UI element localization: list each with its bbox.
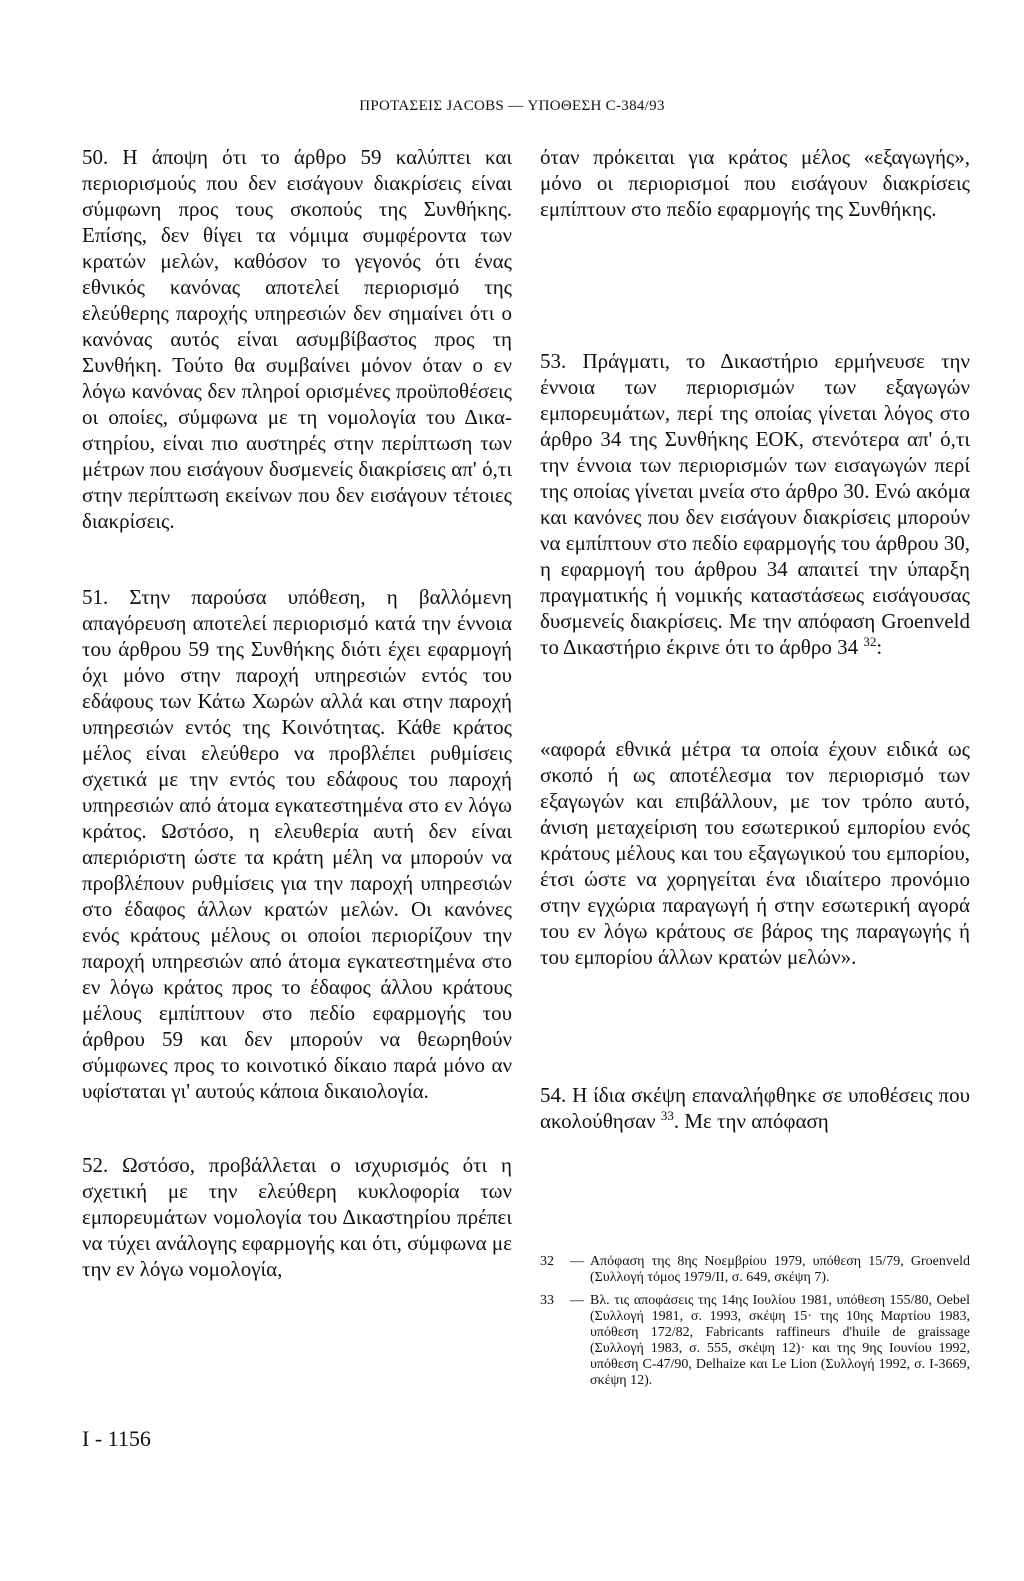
footnote-dash: — [570, 1254, 584, 1269]
paragraph-52: 52. Ωστόσο, προβάλλεται ο ισχυρισμός ότι η σχετική με την ελεύθερη κυκλοφορία των εμπορευμάτων νομολογία του Δικαστηρίου πρέπει να τύχει ανάλογης εφαρμογής και ότι, σύμφωνα με την εν λόγω νομολογία, [82, 1153, 512, 1281]
paragraph-52-continued: όταν πρόκειται για κράτος μέλος «εξαγωγής», μόνο οι περιορισμοί που εισάγουν διακρίσεις εμπίπτουν στο πεδίο εφαρμογής της Συνθήκης. [540, 145, 970, 221]
paragraph-54-end: . Με την απόφαση [673, 1109, 829, 1133]
paragraph-53-text: 53. Πράγματι, το Δικαστήριο ερμήνευσε την έννοια των περιορισμών των εξαγωγών εμπορευμάτων, περί της οποίας γίνεται λόγος στο άρθρο 34 της Συνθήκης ΕΟΚ, στενότερα απ' ό,τι την έννοια των περιορισμών των εισαγωγών περί της οποίας γίνεται μνεία στο άρθρο 30. Ενώ ακόμα και κανόνες που δεν εισάγουν διακρίσεις μπορούν να εμπίπτουν στο πεδίο εφαρμογής του άρθρου 30, η εφαρμογή του άρθρου 34 απαιτεί την ύπαρξη πραγματικής ή νομικής καταστάσεως εισάγουσας δυσμενείς διακρίσεις. Με την απόφαση Groenveld το Δικαστήριο έκρινε ότι το άρθρο 34 [540, 349, 970, 659]
left-column [82, 144, 512, 1282]
paragraph-50: 50. Η άποψη ότι το άρθρο 59 καλύπτει και περιορισμούς που δεν εισάγουν διακρίσεις είναι σύμφωνη προς τους σκοπούς της Συνθήκης. Επίσης, δεν θίγει τα νόμιμα συμφέροντα των κρατών μελών, καθόσον το γεγονός ότι ένας εθνικός κανόνας αποτελεί περιορισμό της ελεύθερης παροχής υπηρεσιών δεν σημαίνει ότι ο κανόνας αυτός είναι ασυμβίβαστος προς τη Συνθήκη. Τούτο θα συμβαίνει μόνον όταν ο εν λόγω κανόνας δεν πληροί ορισμένες προϋποθέσεις οι οποίες, σύμφωνα με τη νομολογία του Δικαστηρίου, είναι πιο αυστηρές στην περίπτωση των μέτρων που εισάγουν δυσμενείς διακρίσεις απ' ό,τι στην περίπτωση εκείνων που δεν εισάγουν τέτοιες διακρίσεις. [82, 145, 512, 533]
footnote-32 [540, 1254, 970, 1286]
footnote-number: 32 [540, 1254, 554, 1269]
footnote-text: Απόφαση της 8ης Νοεμβρίου 1979, υπόθεση 15/79, Groenveld (Συλλογή τόμος 1979/ΙΙ, σ. 649, σκέψη 7). [590, 1254, 970, 1285]
footnote-dash: — [570, 1293, 584, 1308]
footnote-text: Βλ. τις αποφάσεις της 14ης Ιουλίου 1981, υπόθεση 155/80, Oebel (Συλλογή 1981, σ. 1993, σκέψη 15· της 10ης Μαρτίου 1983, υπόθεση 172/82, Fabricants raffineurs d'huile de graissage (Συλλογή 1983, σ. 555, σκέψη 12)· και της 9ης Ιουνίου 1992, υπόθεση C-47/90, Delhaize και Le Lion (Συλλογή 1992, σ. Ι-3669, σκέψη 12). [590, 1293, 970, 1388]
right-column [540, 144, 970, 1134]
footnote-number: 33 [540, 1293, 554, 1308]
paragraph-54-text: 54. Η ίδια σκέψη επαναλήφθηκε σε υποθέσεις που ακολούθησαν [540, 1083, 970, 1133]
footnote-ref-33[interactable]: 33 [660, 1108, 674, 1123]
paragraph-53-end: : [876, 635, 883, 659]
paragraph-53 [540, 348, 970, 660]
footnote-ref-32[interactable]: 32 [863, 634, 877, 649]
page-number: I - 1156 [82, 1426, 151, 1451]
footnote-33 [540, 1293, 970, 1389]
paragraph-54 [540, 1082, 970, 1134]
footnotes [540, 1254, 970, 1396]
groenveld-quote: «αφορά εθνικά μέτρα τα οποία έχουν ειδικά ως σκοπό ή ως αποτέλεσμα τον περιορισμό των εξαγωγών και επιβάλλουν, με τον τρόπο αυτό, άνιση μεταχείριση του εσωτερικού εμπορίου ενός κράτους μέλους και του εξαγωγικού του εμπορίου, έτσι ώστε να χορηγείται ένα ιδιαίτερο προνόμιο στην εγχώρια παραγωγή ή στην εσωτερική αγορά του εν λόγω κράτους σε βάρος της παραγωγής ή του εμπορίου άλλων κρατών μελών». [540, 737, 970, 969]
running-header: ΠΡΟΤΑΣΕΙΣ JACOBS — ΥΠΟΘΕΣΗ C-384/93 [359, 98, 665, 114]
paragraph-51: 51. Στην παρούσα υπόθεση, η βαλλόμενη απαγόρευση αποτελεί περιορισμό κατά την έννοια του άρθρου 59 της Συνθήκης διότι έχει εφαρμογή όχι μόνο στην παροχή υπηρεσιών εντός του εδάφους των Κάτω Χωρών αλλά και στην παροχή υπηρεσιών εντός της Κοινότητας. Κάθε κράτος μέλος είναι ελεύθερο να προβλέπει ρυθμίσεις σχετικά με την εντός του εδάφους του παροχή υπηρεσιών από άτομα εγκατεστημένα στο εν λόγω κράτος. Ωστόσο, η ελευθερία αυτή δεν είναι απεριόριστη ώστε τα κράτη μέλη να μπορούν να προβλέπουν ρυθμίσεις για την παροχή υπηρεσιών στο έδαφος άλλων κρατών μελών. Οι κανόνες ενός κράτους μέλους οι οποίοι περιορίζουν την παροχή υπηρεσιών από άτομα εγκατεστημένα στο εν λόγω κράτος προς το έδαφος άλλου κράτους μέλους εμπίπτουν στο πεδίο εφαρμογής του άρθρου 59 και δεν μπορούν να θεωρηθούν σύμφωνες προς το κοινοτικό δίκαιο παρά μόνο αν υφίσταται γι' αυτούς κάποια δικαιολογία. [82, 585, 512, 1103]
